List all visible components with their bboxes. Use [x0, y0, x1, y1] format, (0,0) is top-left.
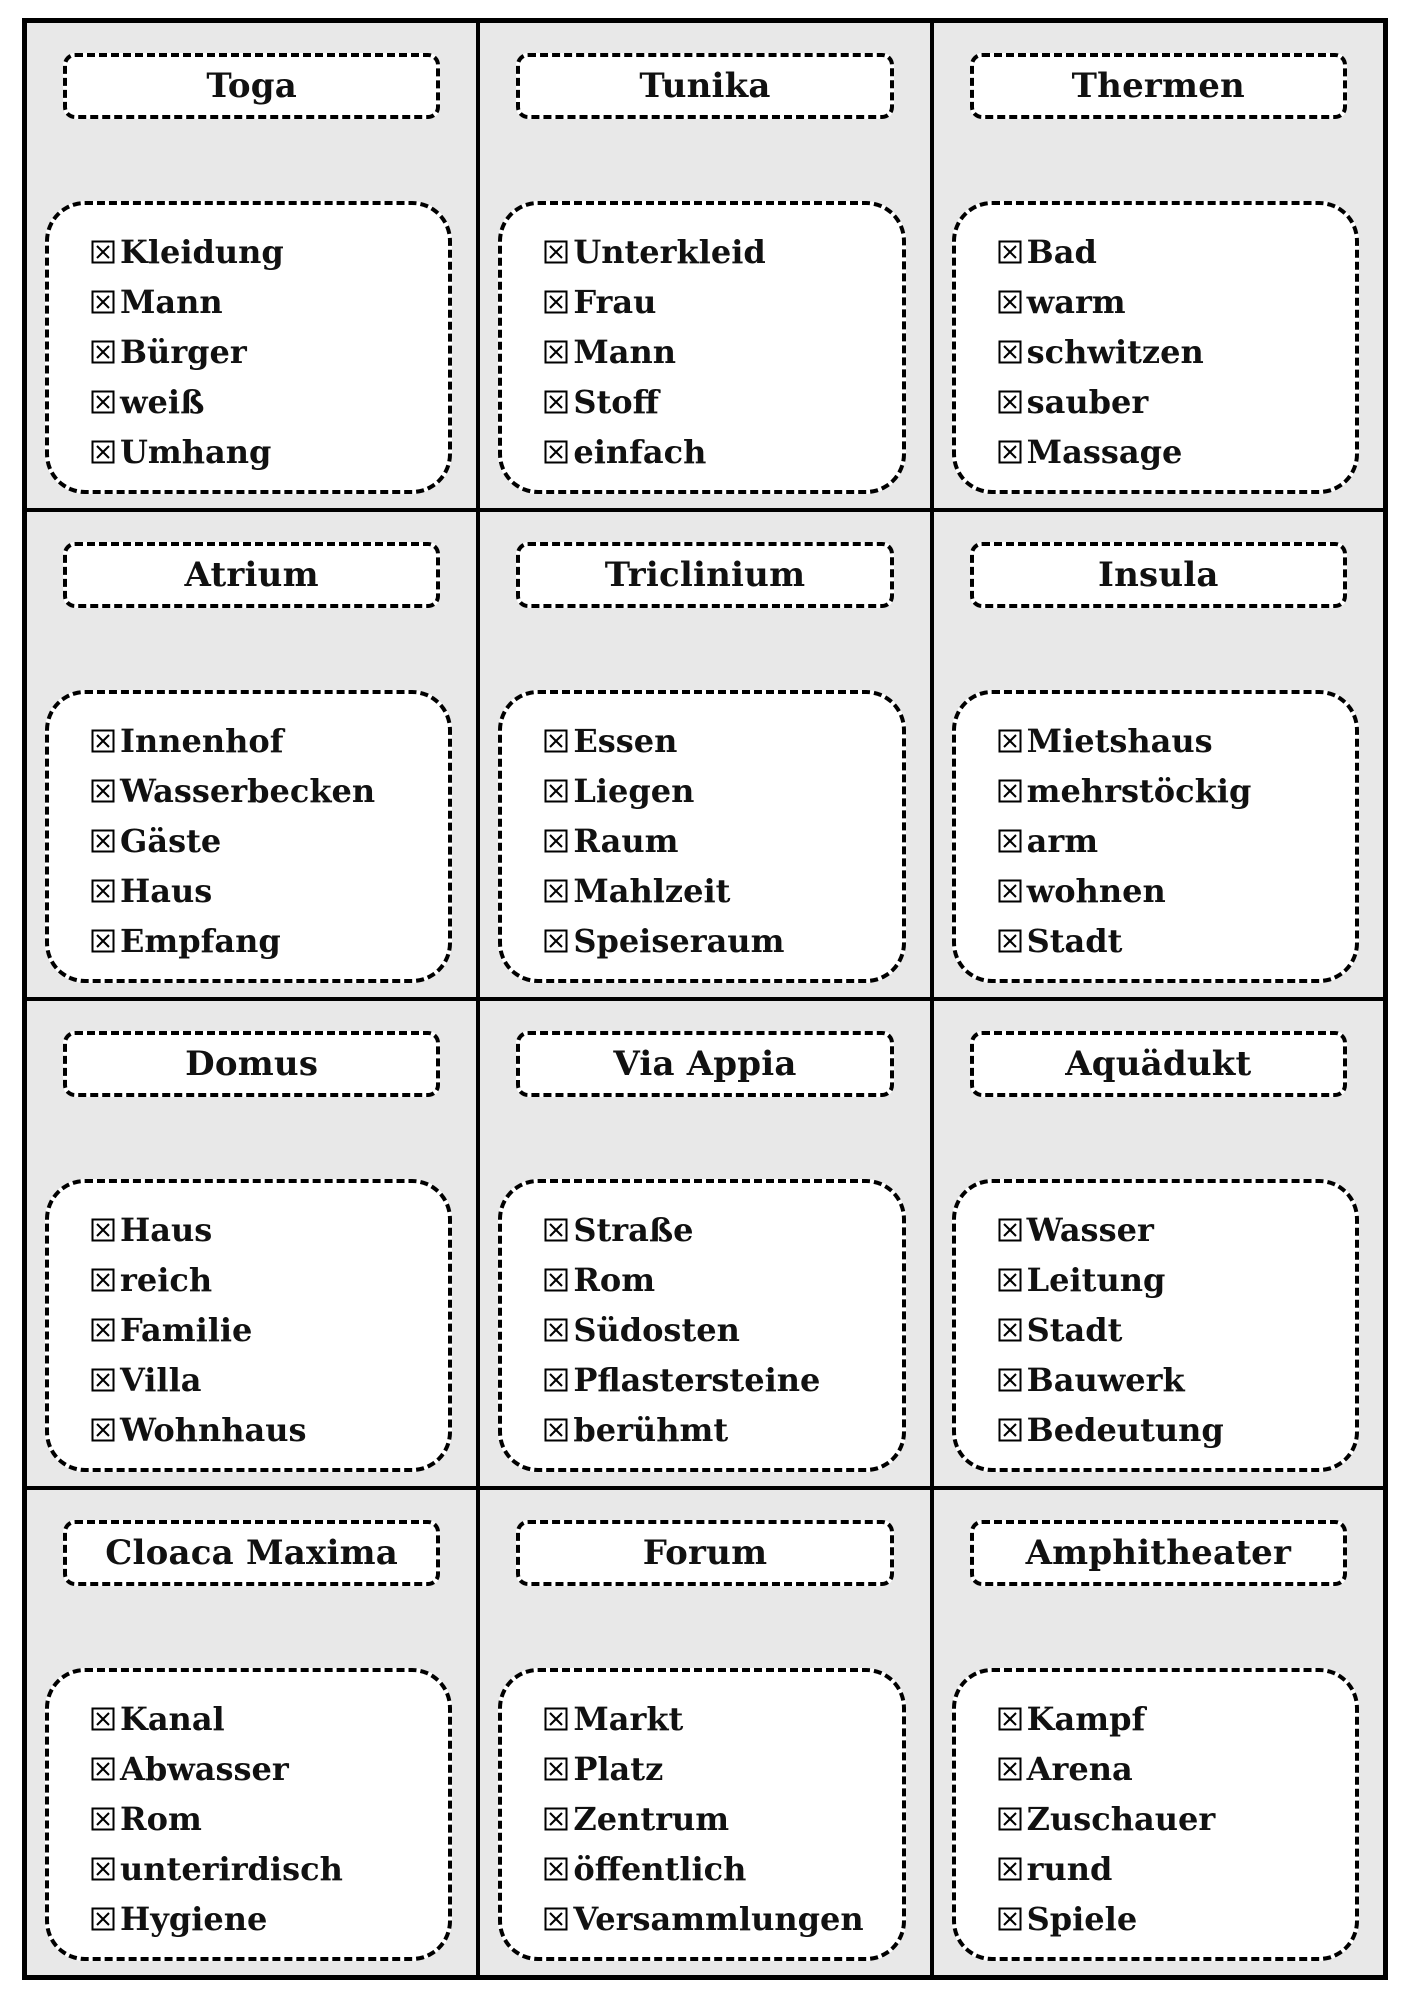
- term-item: [91, 1205, 448, 1255]
- checked-box-icon: [544, 879, 568, 903]
- forbidden-terms-list: [498, 201, 905, 494]
- term-item: [998, 1255, 1355, 1305]
- term-label: reich: [120, 1261, 213, 1299]
- term-item: [998, 1844, 1355, 1894]
- checked-box-icon: [544, 729, 568, 753]
- card-title-box: [970, 1520, 1347, 1586]
- card-title-box: [516, 53, 893, 119]
- term-label: öffentlich: [573, 1850, 747, 1888]
- term-item: [91, 716, 448, 766]
- term-label: Arena: [1026, 1750, 1133, 1788]
- term-item: [544, 1355, 901, 1405]
- term-label: schwitzen: [1026, 333, 1204, 371]
- checked-box-icon: [998, 1318, 1022, 1342]
- card-sheet: [22, 18, 1388, 1980]
- term-label: sauber: [1026, 383, 1149, 421]
- term-item: [998, 916, 1355, 966]
- checked-box-icon: [544, 390, 568, 414]
- term-item: [91, 766, 448, 816]
- checked-box-icon: [91, 290, 115, 314]
- term-item: [91, 1355, 448, 1405]
- forbidden-terms-list: [45, 201, 452, 494]
- checked-box-icon: [544, 929, 568, 953]
- term-item: [91, 1794, 448, 1844]
- checked-box-icon: [91, 1807, 115, 1831]
- term-item: [998, 866, 1355, 916]
- term-item: [998, 1355, 1355, 1405]
- checked-box-icon: [998, 929, 1022, 953]
- term-item: [544, 916, 901, 966]
- term-label: Bedeutung: [1026, 1411, 1224, 1449]
- card-title: Via Appia: [613, 1044, 797, 1084]
- term-item: [91, 1305, 448, 1355]
- taboo-card: [934, 1490, 1383, 1975]
- term-item: [544, 327, 901, 377]
- term-label: Abwasser: [120, 1750, 289, 1788]
- checked-box-icon: [998, 1707, 1022, 1731]
- card-title-box: [516, 1031, 893, 1097]
- card-title: Triclinium: [604, 555, 806, 595]
- term-item: [91, 427, 448, 477]
- checked-box-icon: [998, 1857, 1022, 1881]
- term-item: [91, 227, 448, 277]
- checked-box-icon: [91, 1707, 115, 1731]
- card-title: Thermen: [1071, 66, 1245, 106]
- checked-box-icon: [998, 1268, 1022, 1292]
- term-label: Hygiene: [120, 1900, 268, 1938]
- taboo-card: [934, 512, 1383, 997]
- term-item: [544, 1744, 901, 1794]
- forbidden-terms-list: [952, 1179, 1359, 1472]
- checked-box-icon: [998, 440, 1022, 464]
- term-label: Kampf: [1026, 1700, 1146, 1738]
- forbidden-terms-list: [498, 1179, 905, 1472]
- checked-box-icon: [998, 1218, 1022, 1242]
- checked-box-icon: [91, 1757, 115, 1781]
- term-item: [998, 227, 1355, 277]
- term-label: Stadt: [1026, 922, 1123, 960]
- term-label: Wohnhaus: [120, 1411, 307, 1449]
- term-label: warm: [1026, 283, 1126, 321]
- term-item: [998, 766, 1355, 816]
- checked-box-icon: [544, 1218, 568, 1242]
- term-item: [91, 916, 448, 966]
- term-item: [998, 1405, 1355, 1455]
- term-label: weiß: [120, 383, 205, 421]
- checked-box-icon: [91, 929, 115, 953]
- term-label: Rom: [573, 1261, 656, 1299]
- forbidden-terms-list: [45, 1179, 452, 1472]
- checked-box-icon: [544, 1907, 568, 1931]
- term-item: [544, 227, 901, 277]
- taboo-card: [480, 23, 929, 508]
- term-label: Stadt: [1026, 1311, 1123, 1349]
- term-label: Bauwerk: [1026, 1361, 1185, 1399]
- term-label: Platz: [573, 1750, 664, 1788]
- checked-box-icon: [544, 340, 568, 364]
- term-item: [544, 866, 901, 916]
- checked-box-icon: [998, 1807, 1022, 1831]
- card-title-box: [63, 542, 440, 608]
- term-label: Pflastersteine: [573, 1361, 821, 1399]
- term-item: [998, 1305, 1355, 1355]
- term-label: Umhang: [120, 433, 272, 471]
- term-item: [91, 1255, 448, 1305]
- card-title: Amphitheater: [1025, 1533, 1292, 1573]
- term-label: Villa: [120, 1361, 202, 1399]
- term-label: Familie: [120, 1311, 253, 1349]
- checked-box-icon: [998, 779, 1022, 803]
- term-item: [998, 277, 1355, 327]
- checked-box-icon: [544, 1368, 568, 1392]
- card-title-box: [63, 1031, 440, 1097]
- card-title-box: [970, 542, 1347, 608]
- term-label: Wasser: [1026, 1211, 1154, 1249]
- checked-box-icon: [998, 1907, 1022, 1931]
- card-title: Tunika: [639, 66, 771, 106]
- term-label: berühmt: [573, 1411, 729, 1449]
- term-label: Raum: [573, 822, 679, 860]
- taboo-card: [27, 512, 476, 997]
- term-label: Spiele: [1026, 1900, 1138, 1938]
- term-item: [544, 1694, 901, 1744]
- card-title-box: [516, 1520, 893, 1586]
- term-item: [91, 1844, 448, 1894]
- term-item: [544, 277, 901, 327]
- forbidden-terms-list: [45, 1668, 452, 1961]
- term-item: [544, 1255, 901, 1305]
- card-title-box: [970, 1031, 1347, 1097]
- forbidden-terms-list: [498, 1668, 905, 1961]
- term-item: [91, 1405, 448, 1455]
- term-item: [91, 816, 448, 866]
- term-item: [544, 1205, 901, 1255]
- taboo-card: [480, 512, 929, 997]
- checked-box-icon: [544, 1318, 568, 1342]
- checked-box-icon: [544, 1707, 568, 1731]
- checked-box-icon: [544, 779, 568, 803]
- forbidden-terms-list: [952, 690, 1359, 983]
- term-item: [998, 427, 1355, 477]
- checked-box-icon: [91, 829, 115, 853]
- card-title: Insula: [1098, 555, 1219, 595]
- forbidden-terms-list: [952, 1668, 1359, 1961]
- checked-box-icon: [91, 1418, 115, 1442]
- term-label: einfach: [573, 433, 707, 471]
- term-item: [544, 816, 901, 866]
- term-item: [998, 1794, 1355, 1844]
- checked-box-icon: [91, 779, 115, 803]
- checked-box-icon: [998, 1368, 1022, 1392]
- taboo-card: [27, 23, 476, 508]
- term-item: [91, 1744, 448, 1794]
- term-label: Südosten: [573, 1311, 740, 1349]
- term-label: rund: [1026, 1850, 1113, 1888]
- checked-box-icon: [544, 1807, 568, 1831]
- card-title: Forum: [642, 1533, 768, 1573]
- checked-box-icon: [91, 440, 115, 464]
- checked-box-icon: [998, 390, 1022, 414]
- term-label: arm: [1026, 822, 1099, 860]
- term-item: [544, 1405, 901, 1455]
- card-title: Cloaca Maxima: [105, 1533, 399, 1573]
- term-label: Zentrum: [573, 1800, 730, 1838]
- term-item: [998, 1205, 1355, 1255]
- term-item: [998, 1694, 1355, 1744]
- checked-box-icon: [544, 829, 568, 853]
- term-item: [998, 716, 1355, 766]
- term-item: [91, 866, 448, 916]
- checked-box-icon: [544, 290, 568, 314]
- taboo-card: [480, 1001, 929, 1486]
- card-title: Atrium: [184, 555, 319, 595]
- term-label: Gäste: [120, 822, 222, 860]
- term-item: [91, 1694, 448, 1744]
- checked-box-icon: [998, 1418, 1022, 1442]
- card-title: Domus: [185, 1044, 319, 1084]
- checked-box-icon: [544, 440, 568, 464]
- term-item: [544, 1894, 901, 1944]
- card-title: Aquädukt: [1065, 1044, 1252, 1084]
- term-label: Haus: [120, 1211, 213, 1249]
- checked-box-icon: [998, 729, 1022, 753]
- taboo-card: [934, 1001, 1383, 1486]
- term-item: [544, 716, 901, 766]
- term-label: Wasserbecken: [120, 772, 376, 810]
- checked-box-icon: [544, 1857, 568, 1881]
- term-item: [91, 327, 448, 377]
- card-title-box: [970, 53, 1347, 119]
- forbidden-terms-list: [952, 201, 1359, 494]
- checked-box-icon: [998, 1757, 1022, 1781]
- checked-box-icon: [91, 1318, 115, 1342]
- term-label: Innenhof: [120, 722, 284, 760]
- term-label: Mietshaus: [1026, 722, 1213, 760]
- term-item: [998, 327, 1355, 377]
- term-item: [544, 766, 901, 816]
- term-item: [91, 277, 448, 327]
- term-label: Frau: [573, 283, 657, 321]
- term-label: Empfang: [120, 922, 281, 960]
- checked-box-icon: [91, 390, 115, 414]
- term-item: [544, 1794, 901, 1844]
- term-item: [998, 816, 1355, 866]
- term-label: Bad: [1026, 233, 1097, 271]
- taboo-card: [480, 1490, 929, 1975]
- checked-box-icon: [91, 1907, 115, 1931]
- term-item: [998, 1744, 1355, 1794]
- term-label: Straße: [573, 1211, 694, 1249]
- checked-box-icon: [998, 879, 1022, 903]
- card-title-box: [63, 1520, 440, 1586]
- term-label: Mann: [120, 283, 223, 321]
- term-item: [544, 1844, 901, 1894]
- term-label: Massage: [1026, 433, 1183, 471]
- checked-box-icon: [544, 1757, 568, 1781]
- taboo-card: [27, 1001, 476, 1486]
- term-label: Stoff: [573, 383, 659, 421]
- term-label: Leitung: [1026, 1261, 1166, 1299]
- term-label: Liegen: [573, 772, 695, 810]
- term-item: [91, 377, 448, 427]
- forbidden-terms-list: [498, 690, 905, 983]
- term-label: Essen: [573, 722, 678, 760]
- term-label: Rom: [120, 1800, 202, 1838]
- term-item: [998, 1894, 1355, 1944]
- card-title: Toga: [206, 66, 297, 106]
- term-label: wohnen: [1026, 872, 1166, 910]
- checked-box-icon: [91, 240, 115, 264]
- checked-box-icon: [998, 829, 1022, 853]
- term-label: Markt: [573, 1700, 684, 1738]
- taboo-card: [27, 1490, 476, 1975]
- term-item: [544, 1305, 901, 1355]
- term-label: Zuschauer: [1026, 1800, 1216, 1838]
- forbidden-terms-list: [45, 690, 452, 983]
- term-label: Mann: [573, 333, 677, 371]
- term-item: [998, 377, 1355, 427]
- checked-box-icon: [998, 240, 1022, 264]
- term-label: Kanal: [120, 1700, 225, 1738]
- taboo-card: [934, 23, 1383, 508]
- checked-box-icon: [91, 729, 115, 753]
- term-label: Mahlzeit: [573, 872, 731, 910]
- term-item: [91, 1894, 448, 1944]
- checked-box-icon: [998, 340, 1022, 364]
- term-item: [544, 427, 901, 477]
- term-label: Bürger: [120, 333, 247, 371]
- checked-box-icon: [544, 240, 568, 264]
- term-label: Haus: [120, 872, 213, 910]
- checked-box-icon: [91, 1368, 115, 1392]
- checked-box-icon: [91, 340, 115, 364]
- term-label: Versammlungen: [573, 1900, 864, 1938]
- term-label: mehrstöckig: [1026, 772, 1252, 810]
- term-label: Kleidung: [120, 233, 284, 271]
- checked-box-icon: [91, 879, 115, 903]
- checked-box-icon: [91, 1218, 115, 1242]
- checked-box-icon: [544, 1418, 568, 1442]
- card-title-box: [63, 53, 440, 119]
- term-label: Speiseraum: [573, 922, 785, 960]
- term-label: Unterkleid: [573, 233, 766, 271]
- term-item: [544, 377, 901, 427]
- checked-box-icon: [91, 1268, 115, 1292]
- checked-box-icon: [998, 290, 1022, 314]
- checked-box-icon: [91, 1857, 115, 1881]
- card-title-box: [516, 542, 893, 608]
- term-label: unterirdisch: [120, 1850, 343, 1888]
- checked-box-icon: [544, 1268, 568, 1292]
